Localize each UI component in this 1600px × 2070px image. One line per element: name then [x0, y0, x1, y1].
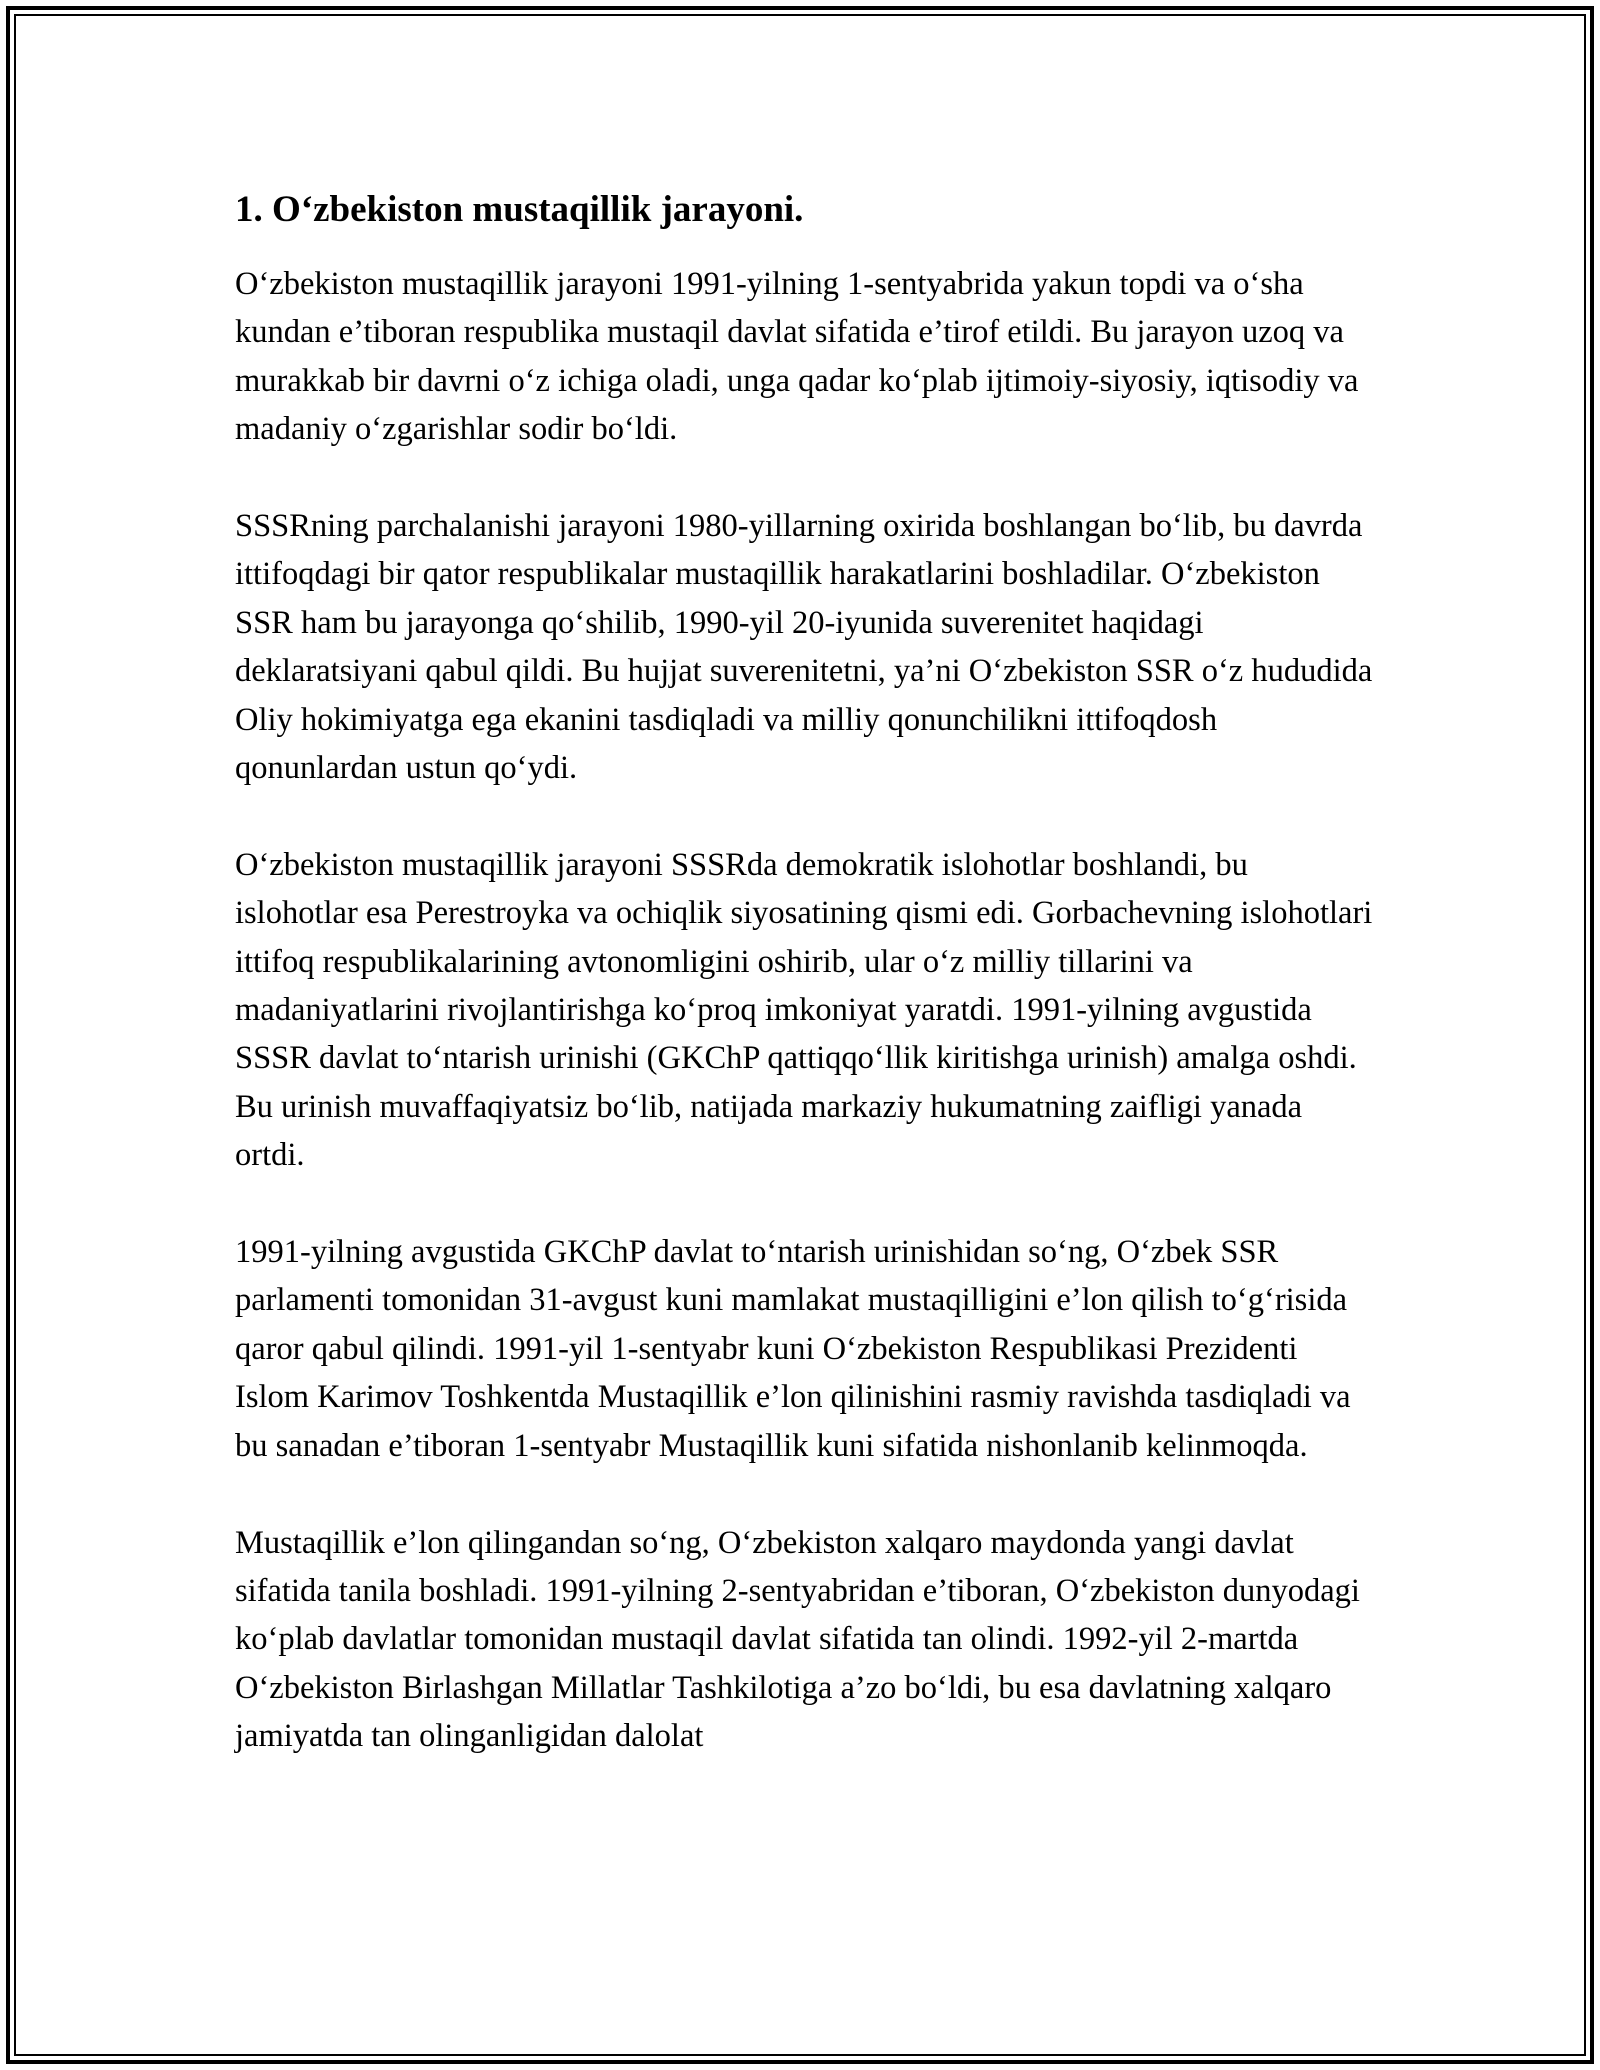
- paragraph-4: 1991-yilning avgustida GKChP davlat to‘ntarish urinishidan so‘ng, O‘zbek SSR parlamenti tomonidan 31-avgust kuni mamlakat mustaqilligini e’lon qilish to‘g‘risida qaror qabul qilindi. 1991-yil 1-sentyabr kuni O‘zbekiston Respublikasi Prezidenti Islom Karimov Toshkentda Mustaqillik e’lon qilinishini rasmiy ravishda tasdiqladi va bu sanadan e’tiboran 1-sentyabr Mustaqillik kuni sifatida nishonlanib kelinmoqda.: [235, 1234, 1351, 1464]
- paragraph-5: Mustaqillik e’lon qilingandan so‘ng, O‘zbekiston xalqaro maydonda yangi davlat sifatida tanila boshladi. 1991-yilning 2-sentyabridan e’tiboran, O‘zbekiston dunyodagi ko‘plab davlatlar tomonidan mustaqil davlat sifatida tan olindi. 1992-yil 2-martda O‘zbekiston Birlashgan Millatlar Tashkilotiga a’zo bo‘ldi, bu esa davlatning xalqaro jamiyatda tan olinganligidan dalolat: [235, 1524, 1360, 1755]
- paragraph-1: O‘zbekiston mustaqillik jarayoni 1991-yilning 1-sentyabrida yakun topdi va o‘sha kundan e’tiboran respublika mustaqil davlat sifatida e’tirof etildi. Bu jarayon uzoq va murakkab bir davrni o‘z ichiga oladi, unga qadar ko‘plab ijtimoiy-siyosiy, iqtisodiy va madaniy o‘zgarishlar sodir bo‘ldi.: [235, 266, 1359, 448]
- paragraph-3: O‘zbekiston mustaqillik jarayoni SSSRda demokratik islohotlar boshlandi, bu islohotlar esa Perestroyka va ochiqlik siyosatining qismi edi. Gorbachevning islohotlari ittifoq respublikalarining avtonomligini oshirib, ular o‘z milliy tillarini va madaniyatlarini rivojlantirishga ko‘proq imkoniyat yaratdi. 1991-yilning avgustida SSSR davlat to‘ntarish urinishi (GKChP qattiqqo‘llik kiritishga urinish) amalga oshdi. Bu urinish muvaffaqiyatsiz bo‘lib, natijada markaziy hukumatning zaifligi yanada ortdi.: [235, 846, 1373, 1174]
- section-heading: 1. O‘zbekiston mustaqillik jarayoni.: [235, 189, 804, 230]
- document-body: [235, 186, 1375, 1809]
- paragraph-2: SSSRning parchalanishi jarayoni 1980-yillarning oxirida boshlangan bo‘lib, bu davrda ittifoqdagi bir qator respublikalar mustaqillik harakatlarini boshladilar. O‘zbekiston SSR ham bu jarayonga qo‘shilib, 1990-yil 20-iyunida suverenitet haqidagi deklaratsiyani qabul qildi. Bu hujjat suverenitetni, ya’ni O‘zbekiston SSR o‘z hududida Oliy hokimiyatga ega ekanini tasdiqladi va milliy qonunchilikni ittifoqdosh qonunlardan ustun qo‘ydi.: [235, 508, 1373, 787]
